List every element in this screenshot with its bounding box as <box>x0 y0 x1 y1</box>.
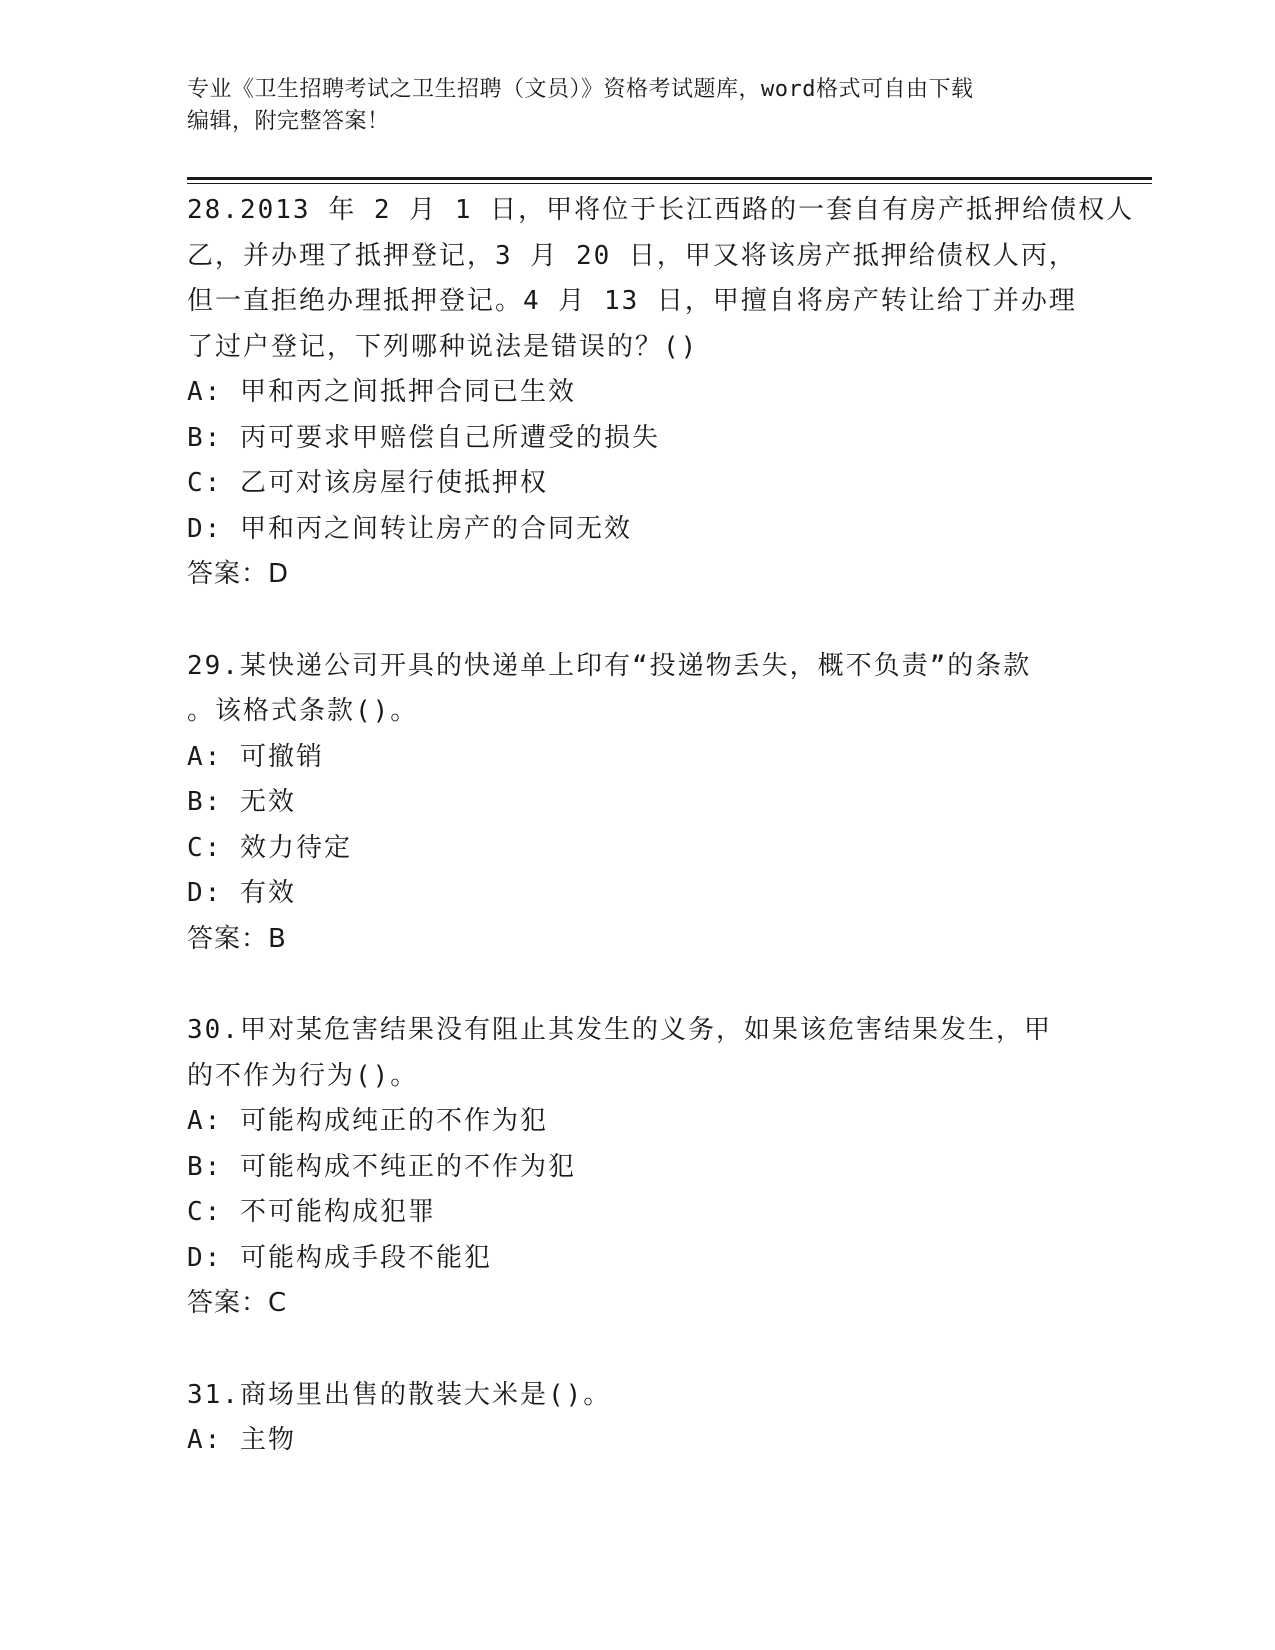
question-31 <box>187 1373 1087 1464</box>
question-28 <box>187 188 1135 598</box>
header-line-1: 专业《卫生招聘考试之卫生招聘（文员）》资格考试题库，word格式可自由下载 <box>187 77 974 102</box>
option-d: D: 可能构成手段不能犯 <box>187 1242 492 1273</box>
question-stem-line: 。该格式条款()。 <box>187 696 419 726</box>
option-d: D: 有效 <box>187 878 296 908</box>
option-b: B: 丙可要求甲赔偿自己所遭受的损失 <box>187 422 660 453</box>
question-stem-line: 29.某快递公司开具的快递单上印有“投递物丢失，概不负责”的条款 <box>187 650 1032 681</box>
question-stem-line: 乙，并办理了抵押登记，3 月 20 日，甲又将该房产抵押给债权人丙， <box>187 240 1077 271</box>
question-29 <box>187 644 1087 963</box>
document-header <box>187 74 1087 138</box>
header-line-2: 编辑，附完整答案！ <box>187 109 390 134</box>
question-30 <box>187 1008 1087 1327</box>
option-c: C: 效力待定 <box>187 832 352 863</box>
option-b: B: 无效 <box>187 787 296 817</box>
question-stem-line: 的不作为行为()。 <box>187 1060 419 1091</box>
header-divider-thin <box>187 183 1152 184</box>
answer: 答案：B <box>187 923 287 954</box>
header-divider-thick <box>187 177 1152 180</box>
option-b: B: 可能构成不纯正的不作为犯 <box>187 1151 576 1182</box>
question-stem-line: 31.商场里出售的散装大米是()。 <box>187 1379 612 1410</box>
question-stem-line: 28.2013 年 2 月 1 日，甲将位于长江西路的一套自有房产抵押给债权人 <box>187 195 1135 225</box>
question-stem-line: 了过户登记，下列哪种说法是错误的？() <box>187 331 699 362</box>
question-list <box>187 188 1135 1510</box>
option-c: C: 不可能构成犯罪 <box>187 1197 436 1227</box>
question-stem-line: 但一直拒绝办理抵押登记。4 月 13 日，甲擅自将房产转让给丁并办理 <box>187 286 1077 316</box>
option-a: A: 甲和丙之间抵押合同已生效 <box>187 377 576 407</box>
option-a: A: 可撤销 <box>187 741 324 772</box>
answer: 答案：D <box>187 559 290 589</box>
question-stem-line: 30.甲对某危害结果没有阻止其发生的义务，如果该危害结果发生，甲 <box>187 1015 1052 1045</box>
option-c: C: 乙可对该房屋行使抵押权 <box>187 468 548 498</box>
answer: 答案：C <box>187 1288 288 1318</box>
option-d: D: 甲和丙之间转让房产的合同无效 <box>187 513 632 544</box>
option-a: A: 主物 <box>187 1425 296 1455</box>
option-a: A: 可能构成纯正的不作为犯 <box>187 1106 548 1136</box>
